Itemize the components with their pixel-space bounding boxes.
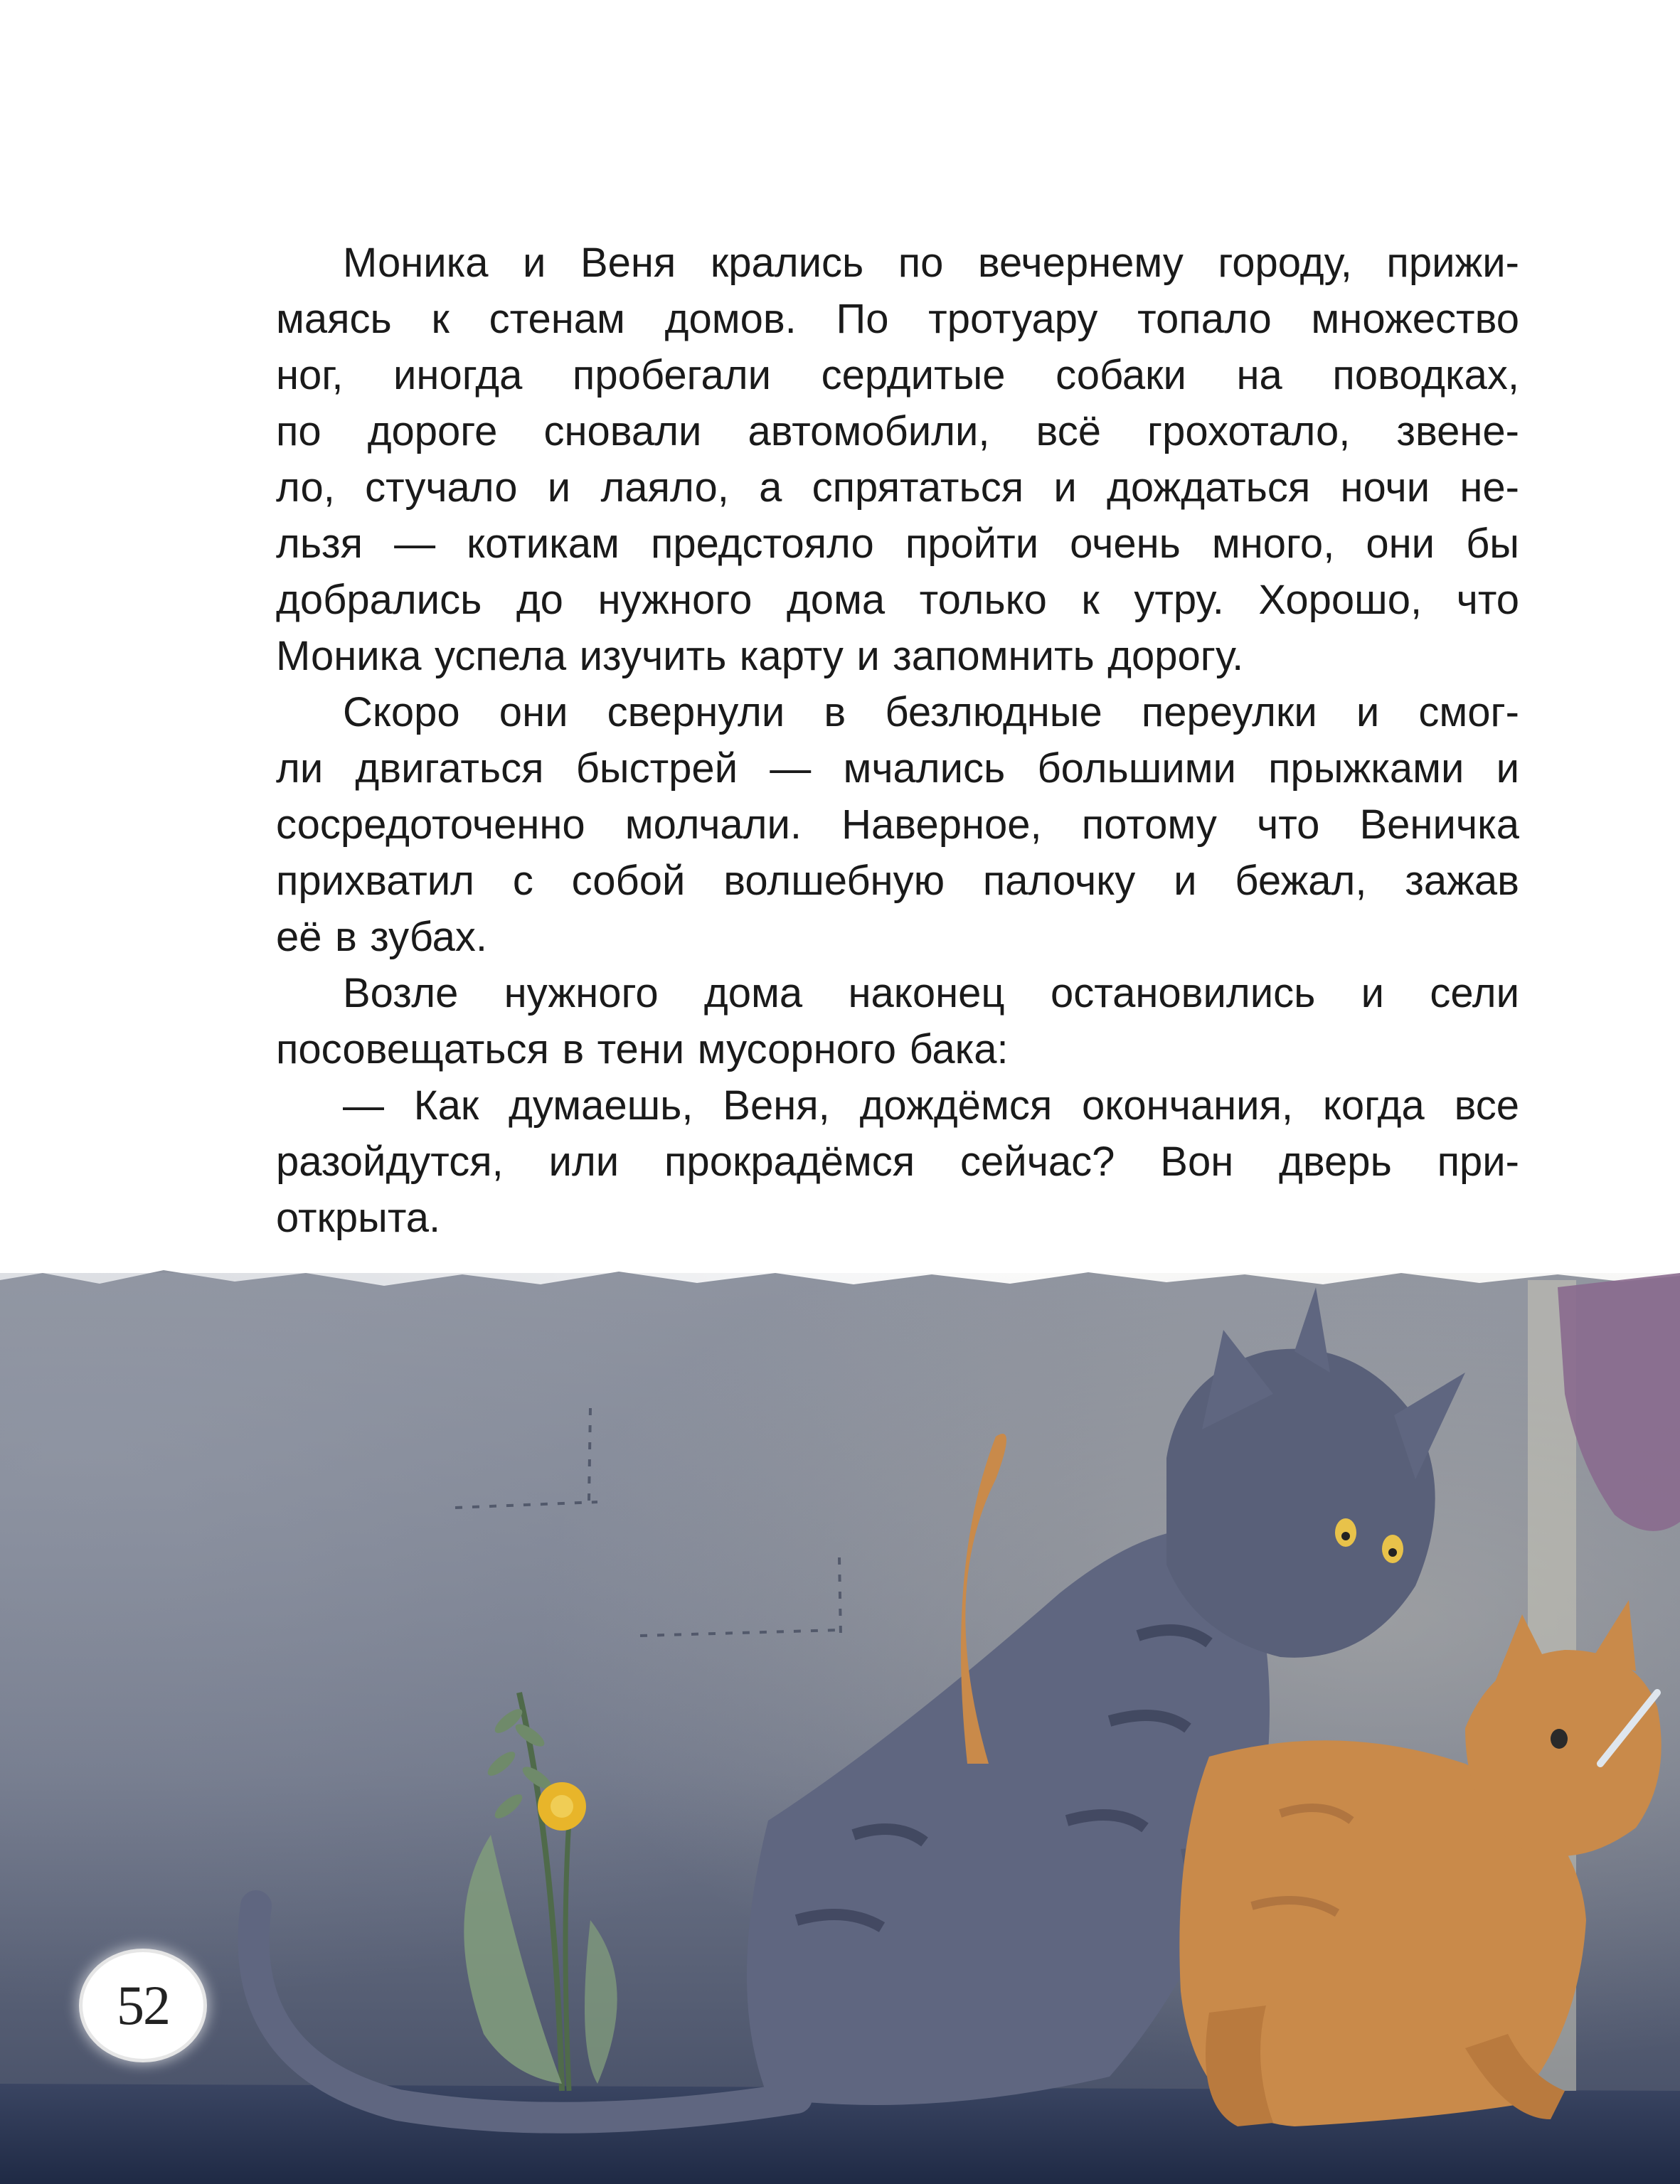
text-line: по дороге сновали автомобили, всё грохотало, звене- — [276, 408, 1519, 454]
text-line: Моника и Веня крались по вечернему городу, прижи- — [343, 240, 1519, 286]
cats-illustration — [0, 1237, 1680, 2184]
page-number: 52 — [83, 1952, 203, 2059]
text-line: добрались до нужного дома только к утру. Хорошо, что — [276, 577, 1519, 623]
text-line: ли двигаться быстрей — мчались большими прыжками и — [276, 745, 1519, 792]
paragraph-2 — [276, 684, 1519, 965]
text-line: сосредоточенно молчали. Наверное, потому что Веничка — [276, 801, 1519, 848]
text-line: маясь к стенам домов. По тротуару топало множество — [276, 296, 1519, 342]
text-line: льзя — котикам предстояло пройти очень много, они бы — [276, 521, 1519, 567]
grey-cat-head — [1166, 1349, 1435, 1658]
text-line: Скоро они свернули в безлюдные переулки и смог- — [343, 689, 1519, 735]
text-line: открыта. — [276, 1195, 441, 1241]
paragraph-4 — [276, 1077, 1519, 1246]
text-line: — Как думаешь, Веня, дождёмся окончания, когда все — [343, 1082, 1519, 1129]
paragraph-3 — [276, 965, 1519, 1077]
story-text — [276, 235, 1519, 1246]
text-line: ног, иногда пробегали сердитые собаки на поводках, — [276, 352, 1519, 398]
text-line: ло, стучало и лаяло, а спрятаться и дождаться ночи не- — [276, 464, 1519, 511]
text-line: её в зубах. — [276, 914, 488, 960]
text-line: Возле нужного дома наконец остановились и сели — [343, 970, 1519, 1016]
text-line: прихватил с собой волшебную палочку и бежал, зажав — [276, 858, 1519, 904]
paragraph-1 — [276, 235, 1519, 684]
text-line: разойдутся, или прокрадёмся сейчас? Вон дверь при- — [276, 1139, 1519, 1185]
text-line: посовещаться в тени мусорного бака: — [276, 1026, 1009, 1072]
ginger-cat-eye — [1551, 1729, 1568, 1749]
text-line: Моника успела изучить карту и запомнить дорогу. — [276, 633, 1244, 679]
